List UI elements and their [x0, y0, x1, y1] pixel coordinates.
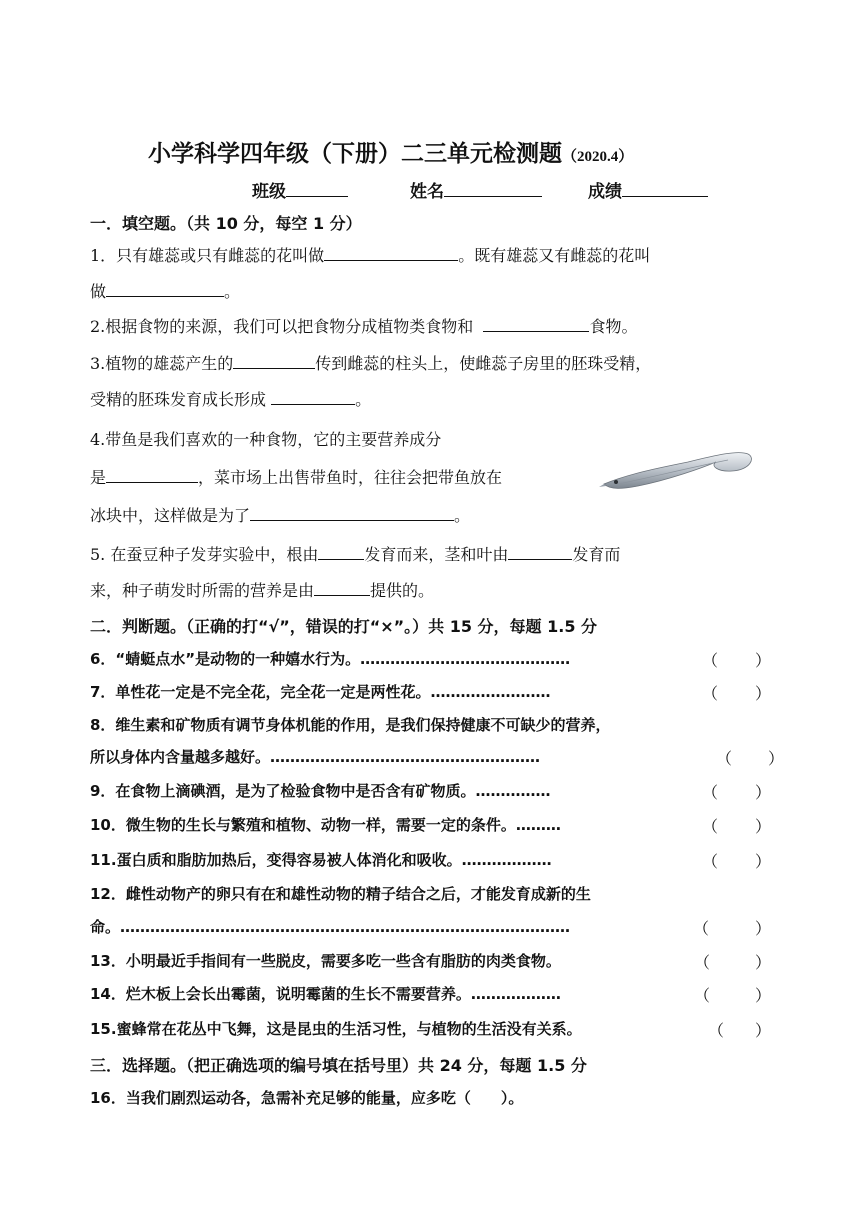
q8-answer-open[interactable]: （: [716, 749, 733, 768]
question-5-line-1: [90, 542, 620, 565]
q3-text-d: 。: [355, 390, 372, 409]
section-fill-heading: 一．填空题。（共 10 分，每空 1 分）: [90, 214, 362, 233]
q6-answer-open[interactable]: （: [702, 651, 719, 670]
q7-answer-open[interactable]: （: [702, 684, 719, 703]
q4-text-c: ，菜市场上出售带鱼时，往往会把带鱼放在: [198, 468, 503, 487]
q13-answer-open[interactable]: （: [694, 953, 711, 972]
q14-answer-open[interactable]: （: [694, 986, 711, 1005]
title-date: （2020.4）: [562, 149, 634, 165]
q5-text-b: 发育而来，茎和叶由: [364, 545, 509, 564]
q7-answer-close: ）: [755, 684, 772, 703]
section-judge-heading: 二．判断题。（正确的打“√”，错误的打“×”。）共 15 分，每题 1.5 分: [90, 617, 598, 636]
question-3-line-1: [90, 351, 651, 374]
q9-answer-open[interactable]: （: [702, 783, 719, 802]
q14-answer-close: ）: [755, 986, 772, 1005]
score-blank[interactable]: [622, 180, 708, 197]
question-2: [90, 314, 637, 337]
q8-answer-close: ）: [768, 749, 785, 768]
question-11: 11.蛋白质和脂肪加热后，变得容易被人体消化和吸收。………………: [90, 851, 552, 869]
question-6: 6．“蜻蜓点水”是动物的一种嬉水行为。……………………………………: [90, 650, 571, 668]
class-field: [252, 177, 348, 202]
section-choice-heading: 三．选择题。（把正确选项的编号填在括号里）共 24 分，每题 1.5 分: [90, 1056, 587, 1075]
q12-answer-close: ）: [755, 919, 772, 938]
q5-blank-3[interactable]: [314, 581, 370, 596]
class-label: 班级: [252, 182, 286, 202]
q11-answer-open[interactable]: （: [702, 852, 719, 871]
question-3-line-2: [90, 387, 371, 410]
q5-text-c: 发育而: [572, 545, 621, 564]
q2-text-a: 2.根据食物的来源，我们可以把食物分成植物类食物和: [90, 317, 474, 336]
question-7: 7．单性花一定是不完全花，完全花一定是两性花。……………………: [90, 683, 551, 701]
q3-text-c: 受精的胚珠发育成长形成: [90, 390, 267, 409]
question-16: 16．当我们剧烈运动各，急需补充足够的能量，应多吃（ ）。: [90, 1089, 524, 1107]
q4-text-b: 是: [90, 468, 107, 487]
question-4-line-1: [90, 427, 441, 450]
q5-blank-1[interactable]: [318, 545, 364, 560]
question-1-line-1: [90, 243, 650, 266]
fish-illustration-icon: [598, 440, 760, 500]
q1-text-b: 。既有雄蕊又有雌蕊的花叫: [458, 246, 651, 265]
q5-text-a: 5. 在蚕豆种子发芽实验中，根由: [90, 545, 319, 564]
question-1-line-2: [90, 279, 240, 302]
question-13: 13．小明最近手指间有一些脱皮，需要多吃一些含有脂肪的肉类食物。: [90, 952, 561, 970]
q5-text-d: 来，种子萌发时所需的营养是由: [90, 581, 315, 600]
question-10: 10．微生物的生长与繁殖和植物、动物一样，需要一定的条件。………: [90, 816, 561, 834]
q1-text-c: 做: [90, 282, 107, 301]
q11-answer-close: ）: [755, 852, 772, 871]
q13-answer-close: ）: [755, 953, 772, 972]
q4-text-a: 4.带鱼是我们喜欢的一种食物，它的主要营养成分: [90, 430, 442, 449]
q1-text-d: 。: [224, 282, 241, 301]
name-field: [410, 177, 542, 202]
question-8-line-1: 8．维生素和矿物质有调节身体机能的作用，是我们保持健康不可缺少的营养，: [90, 716, 611, 734]
q4-text-e: 。: [454, 506, 471, 525]
q3-blank-1[interactable]: [233, 354, 315, 369]
q3-text-a: 3.植物的雄蕊产生的: [90, 354, 234, 373]
question-12-line-1: 12．雌性动物产的卵只有在和雄性动物的精子结合之后，才能发育成新的生: [90, 885, 591, 903]
q12-answer-open[interactable]: （: [693, 919, 710, 938]
question-5-line-2: [90, 578, 434, 601]
q3-blank-2[interactable]: [271, 390, 355, 405]
q2-text-b: 食物。: [589, 317, 638, 336]
q2-blank[interactable]: [483, 317, 589, 332]
page-title: [148, 135, 633, 168]
question-4-line-2: [90, 465, 502, 488]
q9-answer-close: ）: [755, 783, 772, 802]
question-4-line-3: [90, 503, 470, 526]
q10-answer-close: ）: [755, 817, 772, 836]
question-8-line-2: 所以身体内含量越多越好。………………………………………………: [90, 748, 541, 766]
question-9: 9．在食物上滴碘酒，是为了检验食物中是否含有矿物质。……………: [90, 782, 551, 800]
q5-blank-2[interactable]: [508, 545, 572, 560]
score-field: [588, 177, 708, 202]
class-blank[interactable]: [286, 180, 348, 197]
q1-blank-2[interactable]: [106, 282, 224, 297]
q6-answer-close: ）: [755, 651, 772, 670]
q4-blank-2[interactable]: [250, 506, 454, 521]
q3-text-b: 传到雌蕊的柱头上，使雌蕊子房里的胚珠受精，: [315, 354, 652, 373]
q15-answer-open[interactable]: （: [708, 1021, 725, 1040]
title-text: 小学科学四年级（下册）二三单元检测题: [148, 141, 562, 167]
q4-text-d: 冰块中，这样做是为了: [90, 506, 251, 525]
q5-text-e: 提供的。: [370, 581, 435, 600]
score-label: 成绩: [588, 182, 622, 202]
q10-answer-open[interactable]: （: [702, 817, 719, 836]
question-12-line-2: 命。………………………………………………………………………………: [90, 918, 571, 936]
q1-text-a: 1．只有雄蕊或只有雌蕊的花叫做: [90, 246, 325, 265]
q1-blank-1[interactable]: [324, 246, 458, 261]
q15-answer-close: ）: [755, 1021, 772, 1040]
name-blank[interactable]: [444, 180, 542, 197]
q4-blank-1[interactable]: [106, 468, 198, 483]
question-15: 15.蜜蜂常在花丛中飞舞，这是昆虫的生活习性，与植物的生活没有关系。: [90, 1020, 582, 1038]
name-label: 姓名: [410, 182, 444, 202]
question-14: 14．烂木板上会长出霉菌，说明霉菌的生长不需要营养。………………: [90, 985, 561, 1003]
